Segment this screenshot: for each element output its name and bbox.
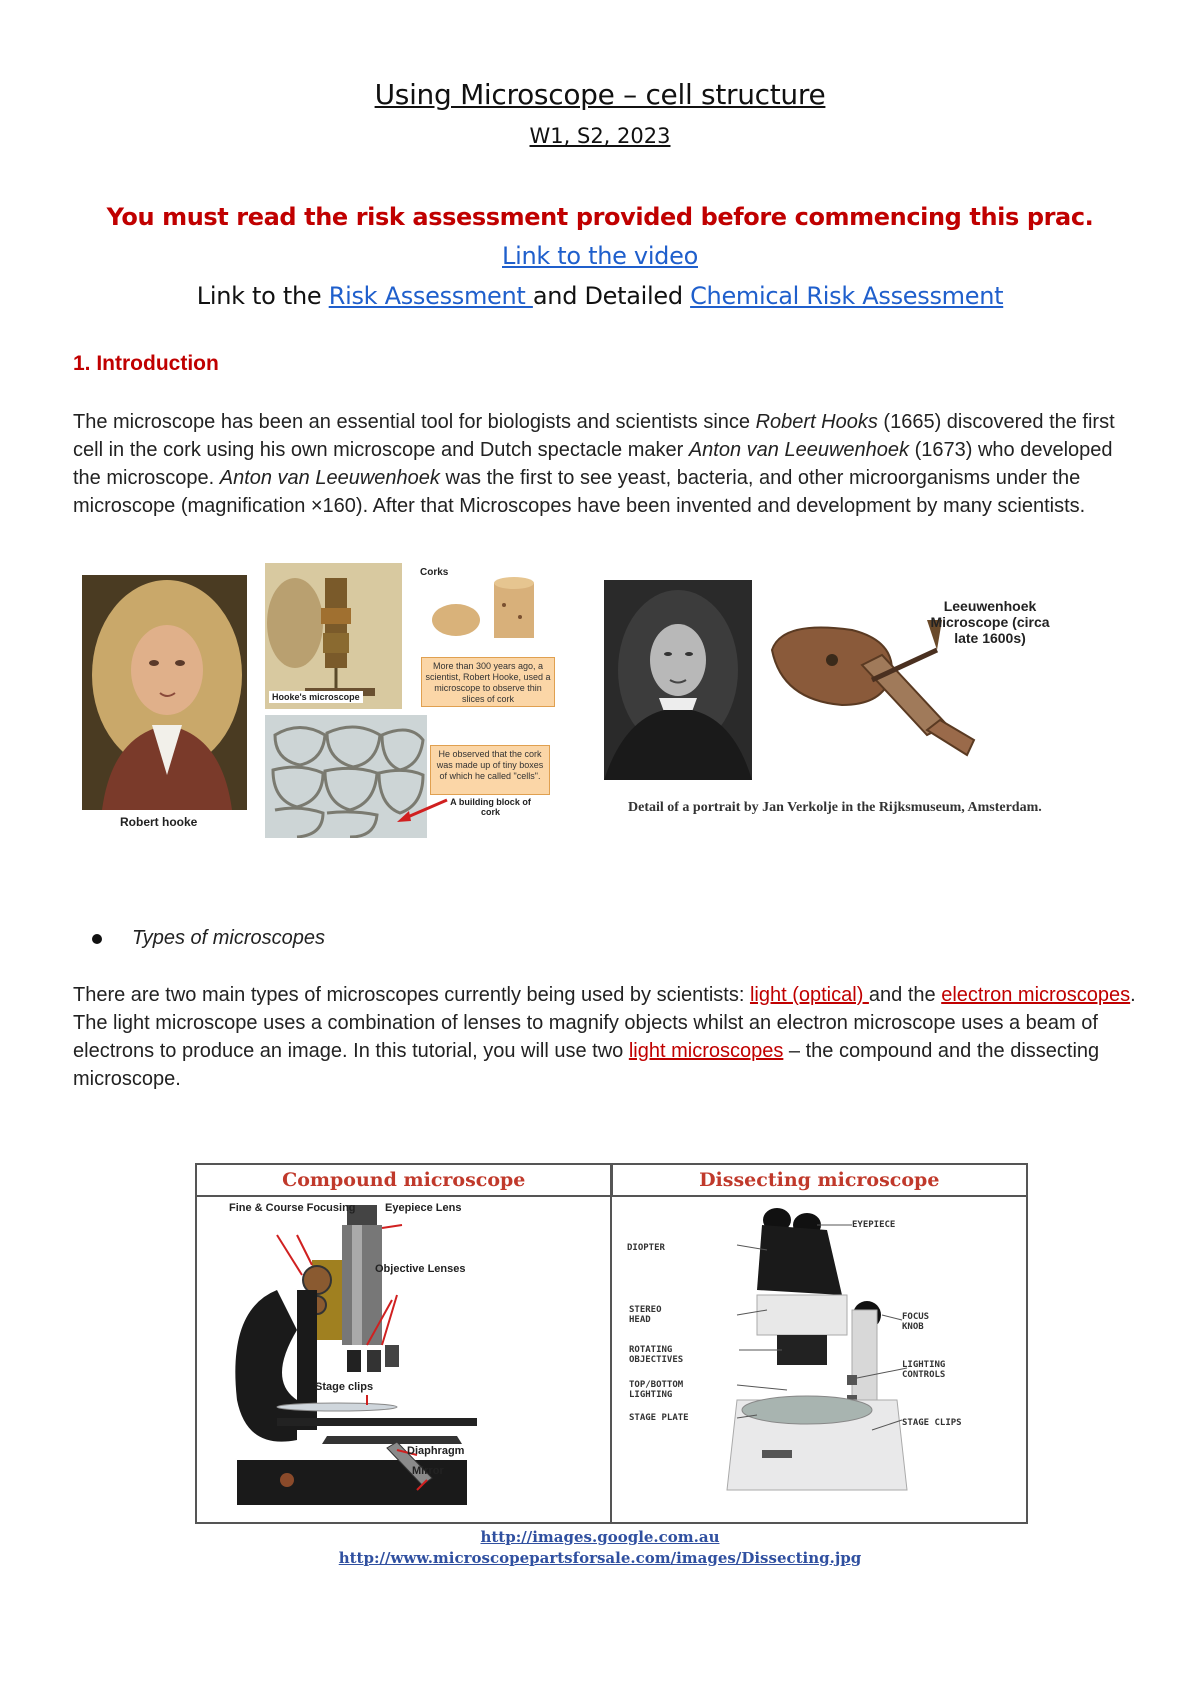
compound-label-focusing: Fine & Course Focusing (229, 1202, 356, 1214)
compound-label-mirror: Mirror (412, 1465, 444, 1477)
risk-assessment-link[interactable]: Risk Assessment (328, 282, 533, 310)
types-bullet: Types of microscopes (132, 927, 326, 949)
types-text: and the (868, 984, 942, 1006)
page-subtitle: W1, S2, 2023 (529, 124, 671, 148)
hooke-microscope-image (265, 563, 402, 709)
dissecting-label-focus-knob: FOCUS KNOB (902, 1312, 930, 1332)
hooke-caption: Robert hooke (120, 815, 198, 829)
dissecting-label-stage-clips: STAGE CLIPS (902, 1418, 962, 1428)
building-block-label: A building block of cork (450, 797, 531, 817)
intro-text: (1665) discovered the first cell in the cork using his own microscope and Dutch spectacle maker (73, 411, 1115, 461)
dissecting-microscope-drawing (667, 1200, 967, 1515)
types-text: – the compound and the dissecting microscope. (73, 1040, 1100, 1090)
compound-header: Compound microscope (197, 1165, 613, 1195)
compound-label-eyepiece: Eyepiece Lens (385, 1202, 462, 1214)
video-link-line (0, 242, 1200, 270)
electron-microscopes-link[interactable]: electron microscopes (941, 984, 1131, 1006)
light-optical-link[interactable]: light (optical) (749, 984, 869, 1006)
dissecting-header: Dissecting microscope (699, 1169, 940, 1191)
corks-panel (418, 565, 558, 710)
corks-label: Corks (420, 567, 449, 578)
links-middle: and Detailed (532, 282, 691, 310)
cork-info-box: More than 300 years ago, a scientist, Robert Hooke, used a microscope to observe thin slices of cork (421, 657, 555, 707)
page-title: Using Microscope – cell structure (374, 78, 826, 111)
bullet-icon (92, 934, 102, 944)
leeuwenhoek-microscope-title: Leeuwenhoek Microscope (circa late 1600s) (930, 598, 1050, 646)
microscope-comparison-figure (195, 1163, 1028, 1524)
intro-text: was the first to see yeast, bacteria, and other microorganisms under the microscope (magnification ×160). After that Microscopes have been invented and development by many scientists. (73, 467, 1086, 517)
risk-links-line (0, 282, 1200, 310)
risk-warning: You must read the risk assessment provided before commencing this prac. (106, 203, 1094, 231)
light-microscopes-link[interactable]: light microscopes (628, 1040, 784, 1062)
intro-name-leeuwenhoek: Anton van Leeuwenhoek (219, 467, 440, 489)
source-url-microscopeparts[interactable]: http://www.microscopepartsforsale.com/images/Dissecting.jpg (338, 1549, 862, 1567)
table-divider (610, 1165, 612, 1522)
leeuwenhoek-portrait (604, 580, 752, 780)
dissecting-label-eyepiece: EYEPIECE (852, 1220, 896, 1230)
compound-label-objective: Objective Lenses (375, 1263, 466, 1275)
dissecting-label-top-bottom: TOP/BOTTOM LIGHTING (629, 1380, 684, 1400)
hooke-microscope-label: Hooke's microscope (269, 691, 363, 703)
compound-microscope-drawing (217, 1200, 517, 1515)
arrow-icon (395, 795, 450, 825)
chemical-risk-link[interactable]: Chemical Risk Assessment (690, 282, 1004, 310)
dissecting-label-stage-plate: STAGE PLATE (629, 1413, 689, 1423)
links-prefix: Link to the (196, 282, 329, 310)
dissecting-label-stereo-head: STEREO HEAD (629, 1305, 662, 1325)
robert-hooke-portrait (82, 575, 247, 829)
intro-paragraph (73, 408, 1133, 520)
intro-text: (1673) who developed the microscope. (73, 439, 1113, 489)
dissecting-label-lighting-controls: LIGHTING CONTROLS (902, 1360, 946, 1380)
compound-label-stage-clips: Stage clips (315, 1381, 374, 1393)
intro-name-leeuwenhoek: Anton van Leeuwenhoek (688, 439, 910, 461)
source-url-google[interactable]: http://images.google.com.au (480, 1528, 720, 1546)
types-paragraph (73, 981, 1153, 1093)
intro-heading: 1. Introduction (73, 352, 219, 375)
dissecting-label-rotating: ROTATING OBJECTIVES (629, 1345, 684, 1365)
portrait-caption: Detail of a portrait by Jan Verkolje in the Rijksmuseum, Amsterdam. (628, 800, 1042, 815)
intro-text: The microscope has been an essential tool for biologists and scientists since (73, 411, 756, 433)
cork-cells-box: He observed that the cork was made up of tiny boxes of which he called "cells". (430, 745, 550, 795)
video-link[interactable]: Link to the video (502, 242, 698, 270)
intro-name-hooks: Robert Hooks (755, 411, 878, 433)
dissecting-label-diopter: DIOPTER (627, 1243, 665, 1253)
compound-label-diaphragm: Diaphragm (407, 1445, 465, 1457)
types-text: . The light microscope uses a combination of lenses to magnify objects whilst an electron microscope uses a beam of electrons to produce an image. In this tutorial, you will use two (73, 984, 1136, 1062)
types-text: There are two main types of microscopes currently being used by scientists: (73, 984, 750, 1006)
